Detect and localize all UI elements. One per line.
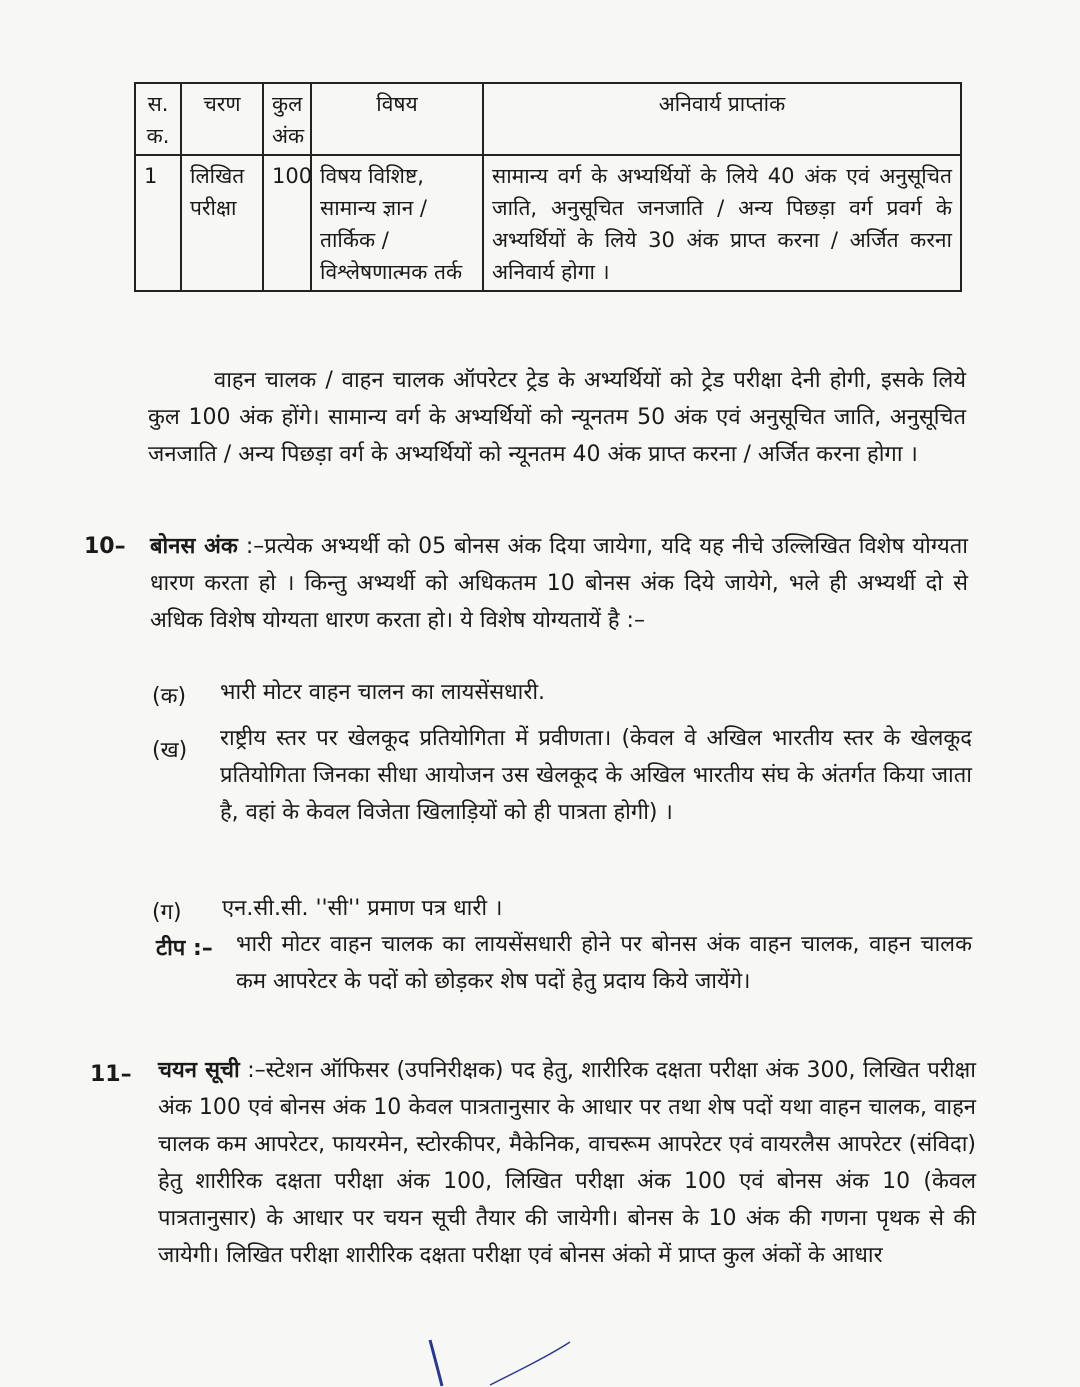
header-stage: चरण	[181, 83, 263, 155]
signature-mark	[400, 1330, 600, 1387]
cell-sno: 1	[135, 155, 181, 291]
item-kha-label: (ख)	[152, 738, 188, 763]
cell-stage: लिखित परीक्षा	[181, 155, 263, 291]
section-10-heading: बोनस अंक	[150, 534, 238, 559]
section-11-paragraph	[158, 1052, 976, 1274]
trade-paragraph-text: वाहन चालक / वाहन चालक ऑपरेटर ट्रेड के अभ्यर्थियों को ट्रेड परीक्षा देनी होगी, इसके लिये कुल 100 अंक होंगे। सामान्य वर्ग के अभ्यर्थियों को न्यूनतम 50 अंक एवं अनुसूचित जाति, अनुसूचित जनजाति / अन्य पिछड़ा वर्ग के अभ्यर्थियों को न्यूनतम 40 अंक प्राप्त करना / अर्जित करना होगा ।	[148, 368, 966, 467]
header-required: अनिवार्य प्राप्तांक	[483, 83, 961, 155]
item-kha-text: राष्ट्रीय स्तर पर खेलकूद प्रतियोगिता में प्रवीणता। (केवल वे अखिल भारतीय स्तर के खेलकूद प्रतियोगिता जिनका सीधा आयोजन उस खेलकूद के अखिल भारतीय संघ के अंतर्गत किया जाता है, वहां के केवल विजेता खिलाड़ियों को ही पात्रता होगी) ।	[220, 726, 972, 825]
item-ka-text: भारी मोटर वाहन चालन का लायसेंसधारी.	[220, 680, 546, 705]
table-row	[135, 155, 961, 291]
note-text: भारी मोटर वाहन चालक का लायसेंसधारी होने पर बोनस अंक वाहन चालक, वाहन चालक कम आपरेटर के पदों को छोड़कर शेष पदों हेतु प्रदाय किये जायेंगे।	[236, 932, 972, 994]
section-11-text: :–स्टेशन ऑफिसर (उपनिरीक्षक) पद हेतु, शारीरिक दक्षता परीक्षा अंक 300, लिखित परीक्षा अंक 100 एवं बोनस अंक 10 केवल पात्रतानुसार के आधार पर तथा शेष पदों यथा वाहन चालक, वाहन चालक कम आपरेटर, फायरमेन, स्टोरकीपर, मैकेनिक, वाचरूम आपरेटर एवं वायरलैस आपरेटर (संविदा) हेतु शारीरिक दक्षता परीक्षा अंक 100, लिखित परीक्षा अंक 100 एवं बोनस अंक 10 (केवल पात्रतानुसार) के आधार पर चयन सूची तैयार की जायेगी। बोनस के 10 अंक की गणना पृथक से की जायेगी। लिखित परीक्षा शारीरिक दक्षता परीक्षा एवं बोनस अंको में प्राप्त कुल अंकों के आधार	[158, 1058, 976, 1268]
section-11-heading: चयन सूची	[158, 1058, 240, 1083]
section-11-number: 11–	[90, 1062, 132, 1087]
item-ka-label: (क)	[152, 684, 187, 709]
table-header-row	[135, 83, 961, 155]
section-10-text: :–प्रत्येक अभ्यर्थी को 05 बोनस अंक दिया जायेगा, यदि यह नीचे उल्लिखित विशेष योग्यता धारण करता हो । किन्तु अभ्यर्थी को अधिकतम 10 बोनस अंक दिये जायेगे, भले ही अभ्यर्थी दो से अधिक विशेष योग्यता धारण करता हो। ये विशेष योग्यतायें है :–	[150, 534, 968, 633]
item-ga-label: (ग)	[152, 900, 182, 925]
cell-total: 100	[263, 155, 311, 291]
section-10-paragraph	[150, 528, 968, 639]
section-10-number: 10–	[84, 534, 126, 559]
cell-required: सामान्य वर्ग के अभ्यर्थियों के लिये 40 अंक एवं अनुसूचित जाति, अनुसूचित जनजाति / अन्य पिछड़ा वर्ग प्रवर्ग के अभ्यर्थियों के लिये 30 अंक प्राप्त करना / अर्जित करना अनिवार्य होगा ।	[483, 155, 961, 291]
header-subject: विषय	[311, 83, 483, 155]
note-label: टीप :–	[156, 936, 213, 961]
cell-subject: विषय विशिष्ट, सामान्य ज्ञान / तार्किक / विश्लेषणात्मक तर्क	[311, 155, 483, 291]
marks-table	[134, 82, 962, 292]
trade-paragraph	[148, 362, 966, 473]
header-total: कुल अंक	[263, 83, 311, 155]
header-sno: स. क.	[135, 83, 181, 155]
item-ga-text: एन.सी.सी. ''सी'' प्रमाण पत्र धारी ।	[222, 896, 503, 921]
